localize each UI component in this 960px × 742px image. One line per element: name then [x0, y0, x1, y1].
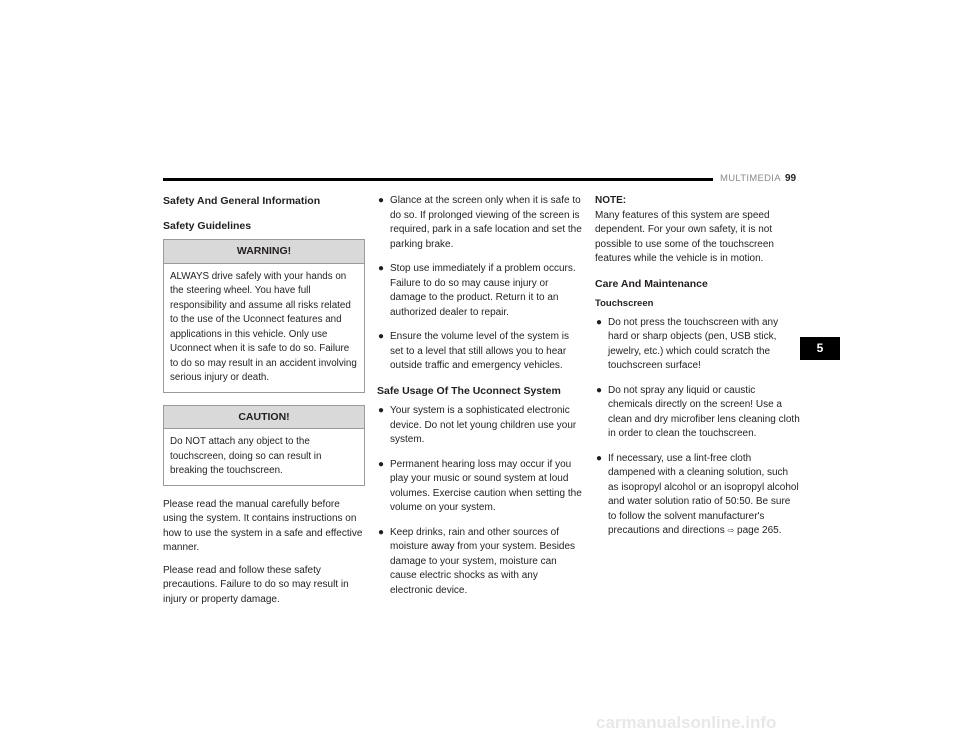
bullet-icon: ● — [378, 458, 385, 470]
list-item: ● Do not spray any liquid or caustic chemicals directly on the screen! Use a clean and dry microfiber lens cleaning cloth in order to clean the touchscreen. — [596, 384, 800, 439]
list-item: ● Stop use immediately if a problem occurs. Failure to do so may cause injury or damage to the product. Return it to an authorized dealer to repair. — [378, 263, 576, 318]
page-reference-arrow-icon: ⇨ — [727, 526, 735, 535]
warning-text: ALWAYS drive safely with your hands on the steering wheel. You have full responsibility and assume all risks related to the use of the Uconnect features and applications in this vehicle. Only use Uconnect when it is safe to do so. Failure to do so may result in an accident involving serious injury or death. — [170, 270, 357, 383]
paragraph: Please read the manual carefully before using the system. It contains instructions on how to use the system in a safe and effective manner. — [163, 498, 363, 553]
bullet-icon: ● — [378, 263, 385, 274]
caution-text: Do NOT attach any object to the touchscreen, doing so can result in breaking the touchscreen. — [170, 436, 322, 476]
list-item: ● Your system is a sophisticated electronic device. Do not let young children use your system. — [378, 405, 577, 445]
page-reference-link[interactable]: page 265. — [737, 525, 782, 536]
header-rule — [163, 178, 713, 181]
bullet-icon: ● — [596, 316, 603, 328]
bullet-icon: ● — [596, 452, 603, 464]
watermark: carmanualsonline.info — [596, 713, 777, 732]
page-number: 99 — [785, 173, 797, 184]
warning-box — [163, 239, 365, 393]
subsection-heading: Safety Guidelines — [163, 219, 252, 232]
note-label: NOTE: — [595, 195, 627, 206]
list-item: ● Do not press the touchscreen with any hard or sharp objects (pen, USB stick, jewelry, etc.) which could scratch the touchscreen surface! — [596, 316, 779, 371]
column-3 — [595, 194, 800, 549]
subsection-heading: Safe Usage Of The Uconnect System — [377, 384, 561, 397]
list-item: ● Permanent hearing loss may occur if you play your music or sound system at loud volumes. Exercise caution when setting the volume on your system. — [378, 458, 582, 513]
caution-box — [163, 405, 365, 486]
bullet-icon: ● — [596, 384, 603, 396]
sub-subheading: Touchscreen — [595, 298, 654, 309]
bullet-icon: ● — [378, 405, 385, 416]
list-item: ● Glance at the screen only when it is safe to do so. If prolonged viewing of the screen is required, park in a safe location and set the parking brake. — [378, 195, 582, 250]
bullet-icon: ● — [378, 331, 385, 342]
warning-title: WARNING! — [164, 240, 364, 264]
note-text: Many features of this system are speed dependent. For your own safety, it is not possible to use some of the touchscreen features while the vehicle is in motion. — [595, 209, 774, 264]
section-title: MULTIMEDIA — [720, 173, 781, 184]
paragraph: Please read and follow these safety precautions. Failure to do so may result in injury or property damage. — [163, 564, 349, 605]
section-heading: Safety And General Information — [163, 195, 321, 207]
list-item: ● If necessary, use a lint-free cloth dampened with a cleaning solution, such as isopropyl alcohol or an isopropyl alcohol and water solution ratio of 50:50. Be sure to follow the solvent manufacturer's precautions and directions ⇨ page 265. — [596, 452, 799, 536]
list-item: ● Ensure the volume level of the system is set to a level that still allows you to hear outside traffic and emergency vehicles. — [378, 331, 569, 371]
column-2 — [377, 194, 582, 608]
caution-title: CAUTION! — [164, 406, 364, 430]
bullet-icon: ● — [378, 195, 385, 206]
subsection-heading: Care And Maintenance — [595, 277, 708, 290]
column-1 — [163, 194, 365, 615]
chapter-tab: 5 — [800, 337, 840, 360]
list-item: ● Keep drinks, rain and other sources of moisture away from your system. Besides damage to your system, moisture can cause electric shocks as with any electronic device. — [378, 526, 576, 596]
bullet-icon: ● — [378, 526, 385, 538]
